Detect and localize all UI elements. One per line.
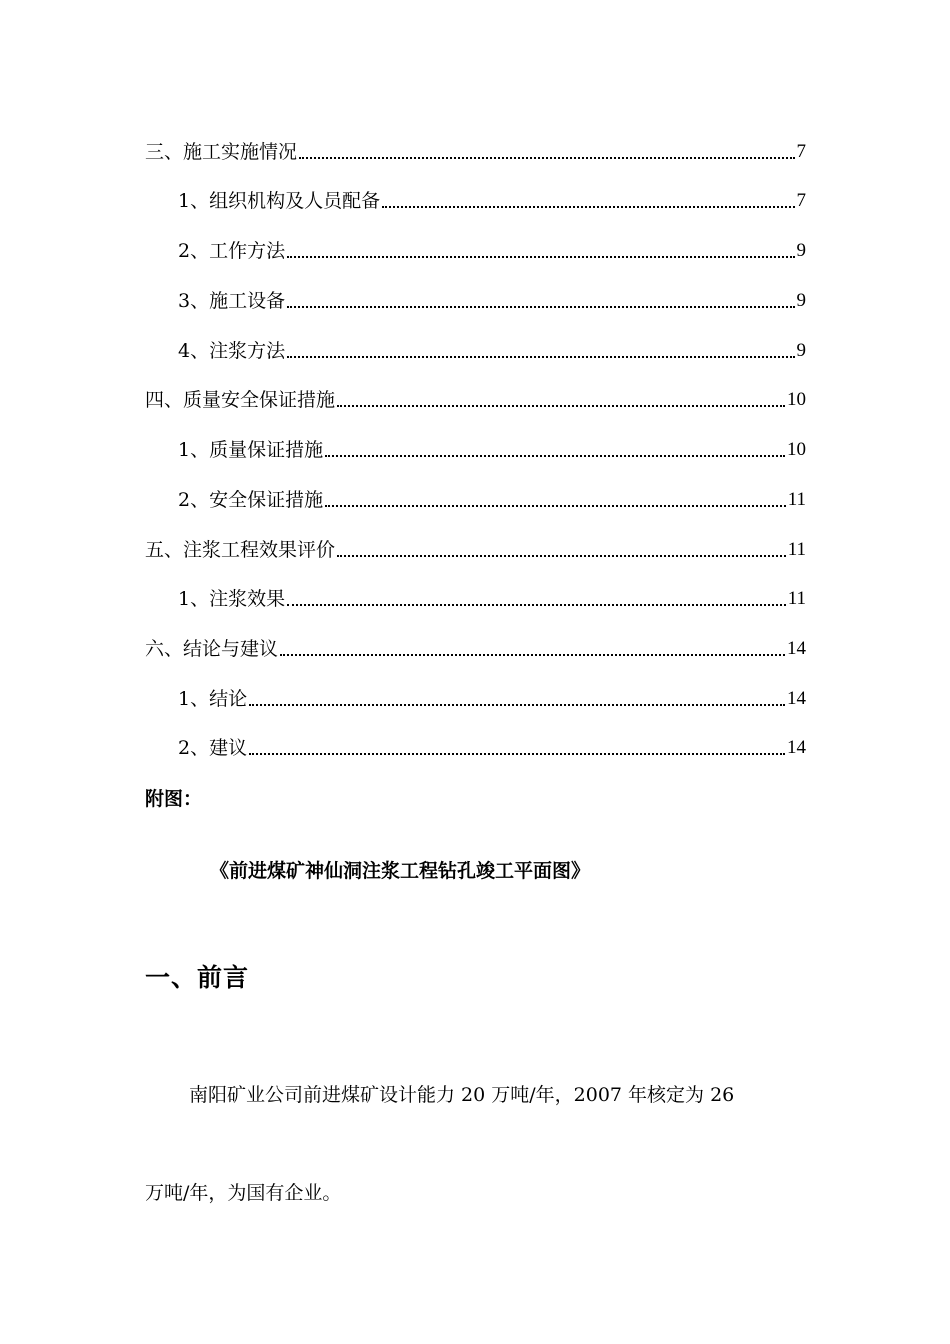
toc-dot-leader bbox=[382, 206, 794, 208]
toc-entry-title: 2、安全保证措施 bbox=[178, 489, 324, 511]
paragraph-line: 万吨/年，为国有企业。 bbox=[145, 1182, 342, 1204]
toc-entry-page: 14 bbox=[787, 737, 806, 758]
toc-dot-leader bbox=[299, 157, 794, 159]
paragraph-line: 南阳矿业公司前进煤矿设计能力 20 万吨/年，2007 年核定为 26 bbox=[189, 1084, 735, 1106]
toc-dot-leader bbox=[325, 455, 785, 457]
toc-entry[interactable] bbox=[178, 286, 806, 316]
toc-dot-leader bbox=[287, 604, 786, 606]
toc-dot-leader bbox=[287, 306, 794, 308]
toc-dot-leader bbox=[325, 505, 786, 507]
toc-entry[interactable] bbox=[178, 186, 806, 216]
toc-entry-page: 14 bbox=[787, 638, 806, 659]
toc-entry-page: 11 bbox=[787, 489, 806, 510]
appendix-figure-title: 《前进煤矿神仙洞注浆工程钻孔竣工平面图》 bbox=[210, 860, 591, 882]
toc-entry[interactable] bbox=[145, 634, 806, 664]
toc-entry-title: 2、建议 bbox=[178, 737, 248, 759]
toc-dot-leader bbox=[249, 704, 785, 706]
toc-entry[interactable] bbox=[178, 684, 806, 714]
toc-entry-title: 4、注浆方法 bbox=[178, 340, 286, 362]
appendix-label: 附图： bbox=[145, 788, 203, 810]
toc-dot-leader bbox=[337, 555, 786, 557]
toc-entry-page: 9 bbox=[796, 340, 806, 361]
toc-entry-title: 1、结论 bbox=[178, 688, 248, 710]
toc-entry-title: 1、组织机构及人员配备 bbox=[178, 190, 381, 212]
toc-dot-leader bbox=[249, 753, 785, 755]
toc-entry[interactable] bbox=[178, 236, 806, 266]
toc-entry-title: 1、质量保证措施 bbox=[178, 439, 324, 461]
toc-dot-leader bbox=[287, 356, 794, 358]
toc-entry[interactable] bbox=[178, 733, 806, 763]
toc-entry[interactable] bbox=[145, 385, 806, 415]
toc-entry-page: 10 bbox=[787, 439, 806, 460]
toc-entry[interactable] bbox=[178, 435, 806, 465]
toc-entry[interactable] bbox=[178, 336, 806, 366]
toc-entry[interactable] bbox=[178, 485, 806, 515]
toc-entry-title: 四、质量安全保证措施 bbox=[145, 389, 336, 411]
toc-entry-page: 14 bbox=[787, 688, 806, 709]
toc-entry-title: 六、结论与建议 bbox=[145, 638, 279, 660]
toc-entry-page: 9 bbox=[796, 240, 806, 261]
toc-dot-leader bbox=[337, 405, 785, 407]
toc-entry-page: 10 bbox=[787, 389, 806, 410]
toc-entry-title: 1、注浆效果 bbox=[178, 588, 286, 610]
toc-entry-page: 11 bbox=[787, 539, 806, 560]
toc-entry[interactable] bbox=[145, 137, 806, 167]
toc-entry[interactable] bbox=[145, 535, 806, 565]
toc-dot-leader bbox=[287, 256, 794, 258]
toc-entry-page: 7 bbox=[796, 141, 806, 162]
toc-entry-title: 三、施工实施情况 bbox=[145, 141, 298, 163]
toc-entry-page: 9 bbox=[796, 290, 806, 311]
toc-entry-title: 2、工作方法 bbox=[178, 240, 286, 262]
toc-dot-leader bbox=[280, 654, 785, 656]
section-heading: 一、前言 bbox=[145, 963, 250, 992]
toc-entry-page: 7 bbox=[796, 190, 806, 211]
toc-entry-title: 3、施工设备 bbox=[178, 290, 286, 312]
toc-entry-title: 五、注浆工程效果评价 bbox=[145, 539, 336, 561]
toc-entry[interactable] bbox=[178, 584, 806, 614]
toc-entry-page: 11 bbox=[787, 588, 806, 609]
